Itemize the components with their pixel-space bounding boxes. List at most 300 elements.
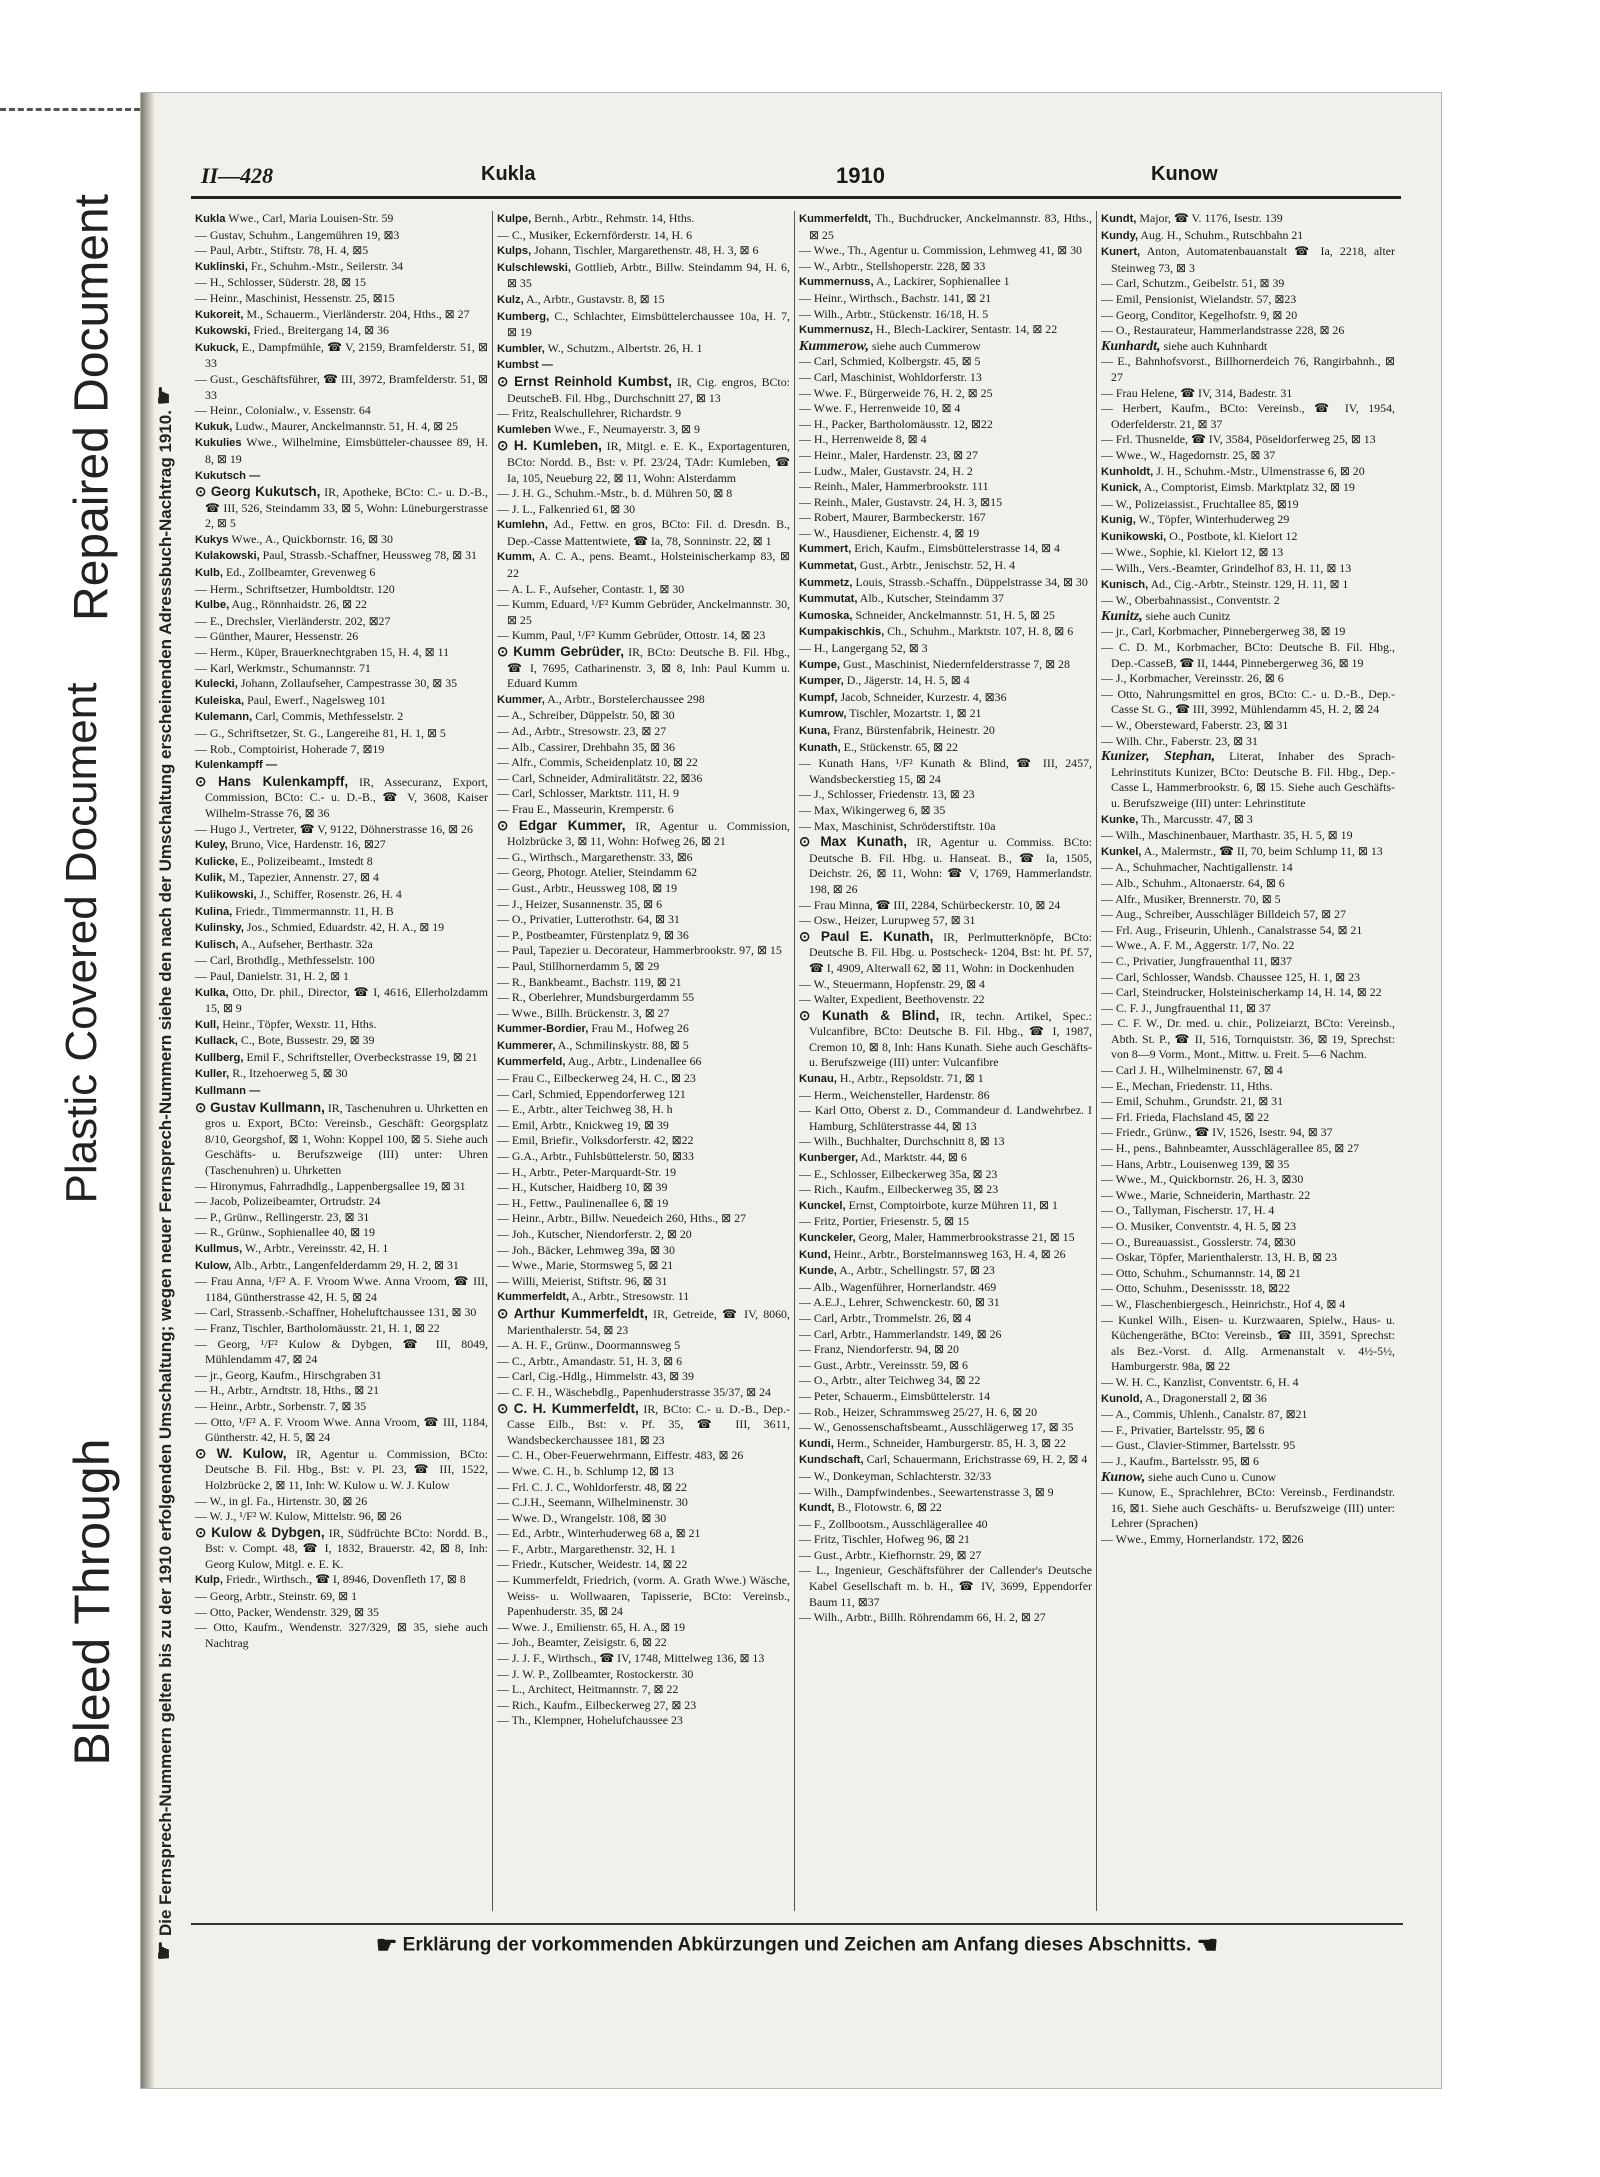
entry-text: — W., Polizeiassist., Fruchtallee 85, ⊠19: [1101, 496, 1299, 511]
directory-entry: [1101, 323, 1395, 339]
entry-text: — C. D. M., Korbmacher, BCto: Deutsche B. Fil. Hbg., Dep.-CasseB, ☎ II, 1444, Pinnebergerweg 36, ⊠ 19: [1101, 640, 1395, 670]
entry-name: Kulecki,: [195, 678, 238, 691]
entry-text: — Kunath Hans, ¹/F² Kunath & Blind, ☎ III, 2457, Wandsbeckerstieg 15, ⊠ 24: [799, 756, 1092, 786]
entry-text: — Franz, Niendorferstr. 94, ⊠ 20: [799, 1342, 959, 1357]
telephone-notice: [151, 313, 175, 2033]
directory-entry: [497, 1338, 790, 1354]
entry-text: — Paul, Arbtr., Stiftstr. 78, H. 4, ⊠5: [195, 243, 369, 258]
entry-text: O., Postbote, kl. Kielort 12: [1169, 528, 1298, 543]
directory-entry: [497, 1354, 790, 1370]
directory-entry: [195, 1368, 488, 1384]
entry-text: W., Töpfer, Winterhuderweg 29: [1138, 512, 1290, 527]
directory-entry: [195, 435, 488, 467]
entry-name: ⊙ Ernst Reinhold Kumbst,: [497, 373, 672, 389]
entry-text: — Frau C., Eilbeckerweg 24, H. C., ⊠ 23: [497, 1071, 696, 1086]
directory-entry: [1101, 624, 1395, 640]
directory-entry: [497, 850, 790, 866]
entry-text: — Gustav, Schuhm., Langemühren 19, ⊠3: [195, 227, 400, 242]
entry-text: — Georg, Photogr. Atelier, Steindamm 62: [497, 865, 698, 880]
entry-text: A., Aufseher, Berthastr. 32a: [240, 936, 373, 951]
entry-name: Kunick,: [1101, 482, 1142, 495]
directory-entry: [497, 943, 790, 959]
entry-text: — R., Bankbeamt., Bachstr. 119, ⊠ 21: [497, 974, 682, 989]
entry-text: — Herm., Küper, Brauerknechtgraben 15, H. 4, ⊠ 11: [195, 645, 450, 660]
entry-name: Kullberg,: [195, 1051, 244, 1064]
entry-text: — Paul, Stillhornerdamm 5, ⊠ 29: [497, 958, 660, 973]
entry-text: — Wilh., Buchhalter, Durchschnitt 8, ⊠ 13: [799, 1134, 1005, 1149]
directory-entry: [497, 243, 790, 260]
directory-entry: [799, 464, 1092, 480]
directory-entry: [1101, 1001, 1395, 1017]
entry-name: Kunikowski,: [1101, 530, 1167, 543]
directory-entry: [195, 1225, 488, 1241]
entry-text: A., Schmilinskystr. 88, ⊠ 5: [557, 1037, 689, 1052]
directory-entry: [799, 1198, 1092, 1215]
directory-entry: [497, 1635, 790, 1651]
entry-text: — Jacob, Polizeibeamter, Ortrudstr. 24: [195, 1194, 381, 1209]
entry-text: — O. Musiker, Conventstr. 4, H. 5, ⊠ 23: [1101, 1219, 1297, 1233]
entry-text: — Alb., Schuhm., Altonaerstr. 64, ⊠ 6: [1101, 875, 1285, 890]
directory-entry: [195, 1258, 488, 1275]
entry-text: M., Tapezier, Annenstr. 27, ⊠ 4: [228, 870, 379, 885]
directory-entry: [195, 565, 488, 582]
directory-entry: [497, 692, 790, 709]
directory-entry: [195, 757, 488, 774]
directory-entry: [799, 417, 1092, 433]
entry-text: — Emil, Schuhm., Grundstr. 21, ⊠ 31: [1101, 1094, 1284, 1109]
entry-text: — jr., Carl, Korbmacher, Pinnebergerweg 38, ⊠ 19: [1101, 624, 1346, 639]
directory-entry: [799, 1485, 1092, 1501]
directory-entry: [799, 723, 1092, 740]
entry-text: — Joh., Kutscher, Niendorferstr. 2, ⊠ 20: [497, 1227, 692, 1241]
entry-text: — Otto, ¹/F² A. F. Vroom Wwe. Anna Vroom, ☎ III, 1184, Güntherstr. 42, H. 5, ⊠ 24: [195, 1414, 488, 1445]
entry-text: — Wwe., Sophie, kl. Kielort 12, ⊠ 13: [1101, 545, 1284, 560]
entry-name: Kulz,: [497, 293, 524, 306]
entry-text: — Otto, Packer, Wendenstr. 329, ⊠ 35: [195, 1604, 380, 1619]
directory-entry: [799, 1167, 1092, 1183]
entry-text: — O., Arbtr., alter Teichweg 34, ⊠ 22: [799, 1373, 981, 1388]
directory-entry: [497, 1102, 790, 1118]
entry-name: Kulps,: [497, 245, 532, 258]
entry-text: — G., Schriftsetzer, St. G., Langereihe 81, H. 1, ⊠ 5: [195, 726, 446, 740]
entry-text: — Joh., Bäcker, Lehmweg 39a, ⊠ 30: [497, 1242, 675, 1257]
directory-entry: [195, 854, 488, 871]
entry-name: Kunow,: [1101, 1469, 1146, 1485]
entry-text: — Carl, Schutzm., Geibelstr. 51, ⊠ 39: [1101, 276, 1285, 291]
entry-text: — W., Donkeyman, Schlachterstr. 32/33: [799, 1468, 992, 1483]
entry-name: Kulpe,: [497, 213, 532, 225]
entry-name: Kundt,: [799, 1502, 835, 1515]
entry-text: Friedr., Timmermannstr. 11, H. B: [235, 903, 394, 918]
entry-text: — Herbert, Kaufm., BCto: Vereinsb., ☎ IV, 1954, Oderfelderstr. 21, ⊠ 37: [1101, 401, 1395, 431]
directory-entry: [1101, 970, 1395, 986]
entry-name: Kulisch,: [195, 938, 239, 951]
entry-text: — A. H. F., Grünw., Doormannsweg 5: [497, 1338, 681, 1353]
entry-text: — H., Herrenweide 8, ⊠ 4: [799, 432, 927, 447]
entry-text: — L., Architect, Heitmannstr. 7, ⊠ 22: [497, 1682, 679, 1697]
directory-entry: [497, 1258, 790, 1274]
entry-text: Louis, Strassb.-Schaffn., Düppelstrasse 34, ⊠ 30: [855, 574, 1088, 589]
entry-text: — Reinh., Maler, Gustavstr. 24, H. 3, ⊠15: [799, 494, 1003, 509]
entry-name: Kunke,: [1101, 813, 1139, 826]
directory-entry: [799, 274, 1092, 291]
directory-entry: [497, 1211, 790, 1227]
entry-text: — Paul, Danielstr. 31, H. 2, ⊠ 1: [195, 968, 349, 983]
directory-entry: [1101, 734, 1395, 750]
directory-entry: [1101, 1391, 1395, 1408]
entry-name: Kulschlewski,: [497, 261, 571, 274]
directory-entry: [195, 372, 488, 403]
directory-entry: [799, 1311, 1092, 1327]
entry-text: — Heinr., Colonialw., v. Essenstr. 64: [195, 403, 371, 418]
directory-entry: [1101, 923, 1395, 939]
directory-entry: [1101, 938, 1395, 954]
directory-entry: [497, 1620, 790, 1636]
footer-note: [191, 1923, 1403, 1965]
directory-entry: [497, 865, 790, 881]
entry-text: A., Arbtr., Gustavstr. 8, ⊠ 15: [526, 291, 665, 306]
entry-name: Kulow,: [195, 1259, 232, 1272]
entry-text: Aug., Rönnhaidstr. 26, ⊠ 22: [231, 597, 367, 612]
entry-text: — Wwe., A. F. M., Aggerstr. 1/7, No. 22: [1101, 938, 1295, 953]
entry-name: ⊙ Hans Kulenkampff,: [195, 773, 349, 789]
directory-entry: [195, 614, 488, 630]
directory-entry: [195, 629, 488, 645]
entry-text: A., Malermstr., ☎ II, 70, beim Schlump 11, ⊠ 13: [1143, 843, 1383, 858]
directory-entry: [195, 985, 488, 1017]
directory-entry: [195, 1605, 488, 1621]
entry-text: — Emil, Arbtr., Knickweg 19, ⊠ 39: [497, 1117, 669, 1132]
page-number: II—428: [201, 163, 274, 188]
entry-text: Bruno, Vice, Hardenstr. 16, ⊠27: [230, 837, 386, 852]
entry-name: Kummernusz,: [799, 324, 873, 337]
entry-name: Kulikowski,: [195, 888, 257, 901]
entry-name: Kumlehn,: [497, 519, 548, 532]
entry-text: — Kumm, Paul, ¹/F² Kumm Gebrüder, Ottostr. 14, ⊠ 23: [497, 628, 766, 643]
directory-entry: [195, 904, 488, 921]
directory-entry: [497, 1071, 790, 1087]
entry-name: ⊙ Georg Kukutsch,: [195, 484, 321, 500]
directory-entry: [497, 771, 790, 787]
entry-text: — H., pens., Bahnbeamter, Ausschlägerallee 85, ⊠ 27: [1101, 1141, 1360, 1156]
directory-column-3: [795, 211, 1097, 1911]
directory-columns: [191, 211, 1403, 1911]
directory-entry: [1101, 1063, 1395, 1079]
entry-text: A., Arbtr., Schellingstr. 57, ⊠ 23: [839, 1263, 995, 1278]
entry-text: — Rob., Heizer, Schrammsweg 25/27, H. 6, ⊠ 20: [799, 1404, 1038, 1419]
entry-text: — W. J., ¹/F² W. Kulow, Mittelstr. 96, ⊠ 26: [195, 1509, 402, 1524]
entry-text: — J. W. P., Zollbeamter, Rostockerstr. 30: [497, 1666, 694, 1681]
directory-entry: [1101, 985, 1395, 1001]
entry-text: A., Arbtr., Stresowstr. 11: [571, 1289, 690, 1304]
directory-entry: [497, 975, 790, 991]
directory-entry: [195, 645, 488, 661]
directory-entry: [799, 243, 1092, 259]
entry-name: Kulka,: [195, 986, 229, 999]
entry-text: — C., Privatier, Jungfrauenthal 11, ⊠37: [1101, 953, 1293, 968]
entry-text: IR, Südfrüchte BCto: Nordd. B., Bst: v. Compt. 48, ☎ I, 1832, Brauerstr. 42, ⊠ 8, Inh: Georg Kulow, Mitgl. e. E. K.: [205, 1525, 488, 1571]
entry-text: — Carl, Schlosser, Wandsb. Chaussee 125, H. 1, ⊠ 23: [1101, 969, 1360, 984]
entry-text: — C. F. J., Jungfrauenthal 11, ⊠ 37: [1101, 1000, 1271, 1015]
directory-entry: [497, 959, 790, 975]
directory-entry: [195, 1446, 488, 1494]
entry-text: siehe auch Cuno u. Cunow: [1148, 1469, 1277, 1484]
entry-text: — Carl, Schneider, Admiralitätstr. 22, ⊠36: [497, 770, 703, 785]
entry-text: siehe auch Kuhnhardt: [1163, 338, 1268, 353]
directory-entry: [799, 479, 1092, 495]
entry-text: — Karl, Werkmstr., Schumannstr. 71: [195, 660, 371, 675]
entry-text: Ad., Fettw. en gros, BCto: Fil. d. Dresdn. B., Dep.-Casse Mattentwiete, ☎ Ia, 78, Sonninstr. 22, ⊠ 1: [507, 517, 790, 548]
entry-text: — Alb., Wagenführer, Hornerlandstr. 469: [799, 1279, 997, 1294]
entry-text: — Wilh., Arbtr., Stückenstr. 16/18, H. 5: [799, 306, 989, 321]
entry-text: — Joh., Beamter, Zeisigstr. 6, ⊠ 22: [497, 1635, 667, 1650]
entry-text: Tischler, Mozartstr. 1, ⊠ 21: [849, 706, 982, 721]
entry-text: — J. L., Falkenried 61, ⊠ 30: [497, 501, 636, 516]
directory-entry: [195, 211, 488, 228]
directory-entry: [497, 1021, 790, 1038]
entry-text: C., Schlachter, Eimsbüttelerchaussee 10a, H. 7, ⊠ 19: [507, 308, 790, 340]
directory-entry: [799, 1373, 1092, 1389]
entry-text: — Ludw., Maler, Gustavstr. 24, H. 2: [799, 463, 973, 478]
directory-entry: [799, 432, 1092, 448]
directory-entry: [1101, 244, 1395, 276]
entry-text: E., Polizeibeamt., Imstedt 8: [240, 853, 373, 868]
directory-entry: [195, 1589, 488, 1605]
entry-text: — G., Wirthsch., Margarethenstr. 33, ⊠6: [497, 849, 693, 864]
directory-entry: [195, 822, 488, 838]
entry-text: — Carl, Schmied, Eppendorferweg 121: [497, 1086, 686, 1101]
entry-text: — O., Restaurateur, Hammerlandstrasse 228, ⊠ 26: [1101, 323, 1345, 338]
entry-text: — C. F. H., Wäschebdlg., Papenhuderstrasse 35/37, ⊠ 24: [497, 1384, 771, 1399]
entry-text: — Wwe. D., Wrangelstr. 108, ⊠ 30: [497, 1510, 667, 1525]
directory-entry: [195, 484, 488, 532]
directory-entry: [1101, 1157, 1395, 1173]
directory-entry: [799, 690, 1092, 707]
entry-name: Kundschaft,: [799, 1454, 864, 1467]
entry-text: — C., Arbtr., Amandastr. 51, H. 3, ⊠ 6: [497, 1353, 683, 1368]
entry-text: — W., Arbtr., Stellshoperstr. 228, ⊠ 33: [799, 258, 986, 273]
directory-entry: [195, 228, 488, 244]
directory-entry: [1101, 1423, 1395, 1439]
directory-entry: [799, 1436, 1092, 1453]
directory-entry: [1101, 1094, 1395, 1110]
entry-name: Kumpf,: [799, 691, 838, 704]
entry-text: Ad., Cig.-Arbtr., Steinstr. 129, H. 11, ⊠ 1: [1150, 576, 1349, 591]
directory-entry: [799, 929, 1092, 977]
entry-text: — W., Obersteward, Faberstr. 23, ⊠ 31: [1101, 718, 1289, 732]
entry-text: — R., Grünw., Sophienallee 40, ⊠ 19: [195, 1225, 375, 1240]
entry-text: Erich, Kaufm., Eimsbüttelerstrasse 14, ⊠ 4: [854, 541, 1060, 556]
directory-entry: [799, 1327, 1092, 1343]
entry-text: — F., Privatier, Bartelsstr. 95, ⊠ 6: [1101, 1422, 1265, 1437]
entry-text: — jr., Georg, Kaufm., Hirschgraben 31: [195, 1367, 382, 1382]
directory-entry: [497, 1511, 790, 1527]
entry-text: — H., Arbtr., Arndtstr. 18, Hths., ⊠ 21: [195, 1383, 380, 1398]
entry-text: — H., Arbtr., Peter-Marquardt-Str. 19: [497, 1164, 677, 1179]
entry-text: Friedr., Wirthsch., ☎ I, 8946, Dovenfleth 17, ⊠ 8: [225, 1572, 466, 1587]
entry-text: Frau M., Hofweg 26: [591, 1021, 689, 1036]
entry-text: — Alfr., Musiker, Brennerstr. 70, ⊠ 5: [1101, 891, 1281, 906]
directory-entry: [1101, 211, 1395, 228]
entry-text: — Georg, Arbtr., Steinstr. 69, ⊠ 1: [195, 1589, 358, 1604]
entry-name: Kummerfeldt,: [497, 1291, 570, 1304]
directory-entry: [497, 1227, 790, 1243]
entry-text: A., Lackirer, Sophienallee 1: [875, 274, 1010, 289]
entry-text: — Heinr., Arbtr., Billw. Neuedeich 260, Hths., ⊠ 27: [497, 1211, 746, 1226]
directory-entry: [497, 1573, 790, 1620]
entry-text: — Frau Anna, ¹/F² A. F. Vroom Wwe. Anna Vroom, ☎ III, 1184, Güntherstrasse 42, H. 5, ⊠ 24: [195, 1274, 488, 1304]
directory-entry: [1101, 593, 1395, 609]
entry-text: — Wwe. F., Herrenweide 10, ⊠ 4: [799, 401, 961, 416]
directory-entry: [497, 1542, 790, 1558]
directory-entry: [799, 1295, 1092, 1311]
entry-name: Kummutat,: [799, 593, 858, 606]
directory-entry: [1101, 386, 1395, 402]
entry-name: ⊙ Max Kunath,: [799, 834, 907, 850]
entry-text: Fried., Breitergang 14, ⊠ 36: [253, 323, 389, 338]
directory-entry: [497, 292, 790, 309]
entry-name: Kumper,: [799, 675, 844, 688]
directory-entry: [497, 628, 790, 644]
entry-text: — Otto, Kaufm., Wendenstr. 327/329, ⊠ 35, siehe auch Nachtrag: [195, 1620, 488, 1650]
directory-entry: [195, 1620, 488, 1651]
directory-entry: [1101, 1250, 1395, 1266]
entry-text: — Paul, Tapezier u. Decorateur, Hammerbrookstr. 97, ⊠ 15: [497, 943, 782, 958]
entry-text: Carl, Schauermann, Erichstrasse 69, H. 2, ⊠ 4: [866, 1452, 1088, 1467]
entry-text: IR, techn. Artikel, Spec.: Vulcanfibre, BCto: Deutsche B. Fil. Hbg., ☎ I, 1987, Cremon 10, ⊠ 8, Inh: Hans Kunath. Siehe auch Geschäfts- u. Berufszweige (III) unter: Vulcanfibre: [809, 1008, 1092, 1070]
directory-entry: [497, 1118, 790, 1134]
entry-text: — Otto, Nahrungsmittel en gros, BCto: C.- u. D.-B., Dep.-Casse St. G., ☎ III, 3992, Mühlendamm 45, H. 2, ⊠ 24: [1101, 686, 1395, 717]
entry-text: — Heinr., Maler, Hardenstr. 23, ⊠ 27: [799, 447, 978, 462]
entry-name: Kunckel,: [799, 1199, 846, 1212]
entry-text: — A., Commis, Uhlenh., Canalstr. 87, ⊠21: [1101, 1407, 1308, 1422]
entry-text: — Wwe., Emmy, Hornerlandstr. 172, ⊠26: [1101, 1531, 1304, 1546]
entry-text: — Emil, Briefir., Volksdorferstr. 42, ⊠22: [497, 1133, 694, 1148]
entry-text: — Osw., Heizer, Lurupweg 57, ⊠ 31: [799, 913, 976, 928]
entry-text: Wwe., A., Quickbornstr. 16, ⊠ 30: [231, 531, 393, 546]
directory-entry: [799, 1469, 1092, 1485]
directory-entry: [497, 1448, 790, 1464]
entry-text: — Gust., Arbtr., Heussweg 108, ⊠ 19: [497, 880, 678, 895]
entry-name: Kummerfeldt,: [799, 213, 872, 225]
entry-text: — F., Arbtr., Margarethenstr. 32, H. 1: [497, 1541, 676, 1556]
entry-text: — Hugo J., Vertreter, ☎ V, 9122, Döhnerstrasse 16, ⊠ 26: [195, 821, 473, 836]
directory-entry: [1101, 954, 1395, 970]
entry-text: — Wwe. F., Bürgerweide 76, H. 2, ⊠ 25: [799, 385, 993, 400]
entry-name: Kuley,: [195, 839, 228, 852]
entry-text: — O., Tallyman, Fischerstr. 17, H. 4: [1101, 1203, 1275, 1218]
entry-text: — Friedr., Grünw., ☎ IV, 1526, Isestr. 94, ⊠ 37: [1101, 1125, 1333, 1140]
entry-text: — J. H. G., Schuhm.-Mstr., b. d. Mühren 50, ⊠ 8: [497, 486, 733, 501]
entry-text: — Frau Helene, ☎ IV, 314, Badestr. 31: [1101, 385, 1293, 400]
directory-entry: [799, 495, 1092, 511]
entry-text: IR, Agentur u. Commission, Holzbrücke 3, ⊠ 11, Wohn: Hofweg 26, ⊠ 21: [507, 818, 790, 849]
directory-entry: [799, 1452, 1092, 1469]
directory-entry: [497, 1054, 790, 1071]
entry-text: Paul, Ewerf., Nagelsweg 101: [247, 692, 386, 707]
entry-text: Georg, Maler, Hammerbrookstrasse 21, ⊠ 15: [858, 1230, 1075, 1244]
entry-text: Heinr., Arbtr., Borstelmannsweg 163, H. 4, ⊠ 26: [833, 1246, 1066, 1261]
entry-text: siehe auch Cunitz: [1145, 608, 1231, 623]
directory-entry: [1101, 718, 1395, 734]
directory-entry: [799, 977, 1092, 993]
directory-entry: [497, 755, 790, 771]
entry-name: Kunckeler,: [799, 1232, 856, 1244]
directory-entry: [195, 1383, 488, 1399]
directory-entry: [799, 641, 1092, 657]
directory-entry: [1101, 276, 1395, 292]
directory-entry: [799, 386, 1092, 402]
bleed-through-label: Bleed Through: [64, 1438, 120, 1766]
entry-text: — Wilh., Arbtr., Billh. Röhrendamm 66, H. 2, ⊠ 27: [799, 1610, 1046, 1625]
directory-entry: [195, 937, 488, 954]
directory-entry: [1101, 1485, 1395, 1532]
entry-text: J., Schiffer, Rosenstr. 26, H. 4: [259, 886, 402, 901]
directory-entry: [799, 448, 1092, 464]
directory-entry: [1101, 1438, 1395, 1454]
entry-text: — Alfr., Commis, Scheidenplatz 10, ⊠ 22: [497, 755, 698, 770]
entry-text: — Carl, Maschinist, Wohldorferstr. 13: [799, 369, 982, 384]
directory-entry: [195, 1509, 488, 1525]
entry-name: Kumleben: [497, 423, 552, 436]
directory-entry: [1101, 907, 1395, 923]
entry-text: — Wilh., Vers.-Beamter, Grindelhof 83, H. 11, ⊠ 13: [1101, 561, 1352, 576]
directory-entry: [1101, 545, 1395, 561]
entry-text: — Kumm, Eduard, ¹/F² Kumm Gebrüder, Anckelmannstr. 30, ⊠ 25: [497, 597, 790, 627]
entry-name: Kunig,: [1101, 514, 1136, 527]
entry-name: Kuklinski,: [195, 260, 248, 273]
entry-text: — W., Flaschenbiergesch., Heinrichstr., Hof 4, ⊠ 4: [1101, 1296, 1346, 1311]
entry-text: — W., Oberbahnassist., Conventstr. 2: [1101, 593, 1280, 608]
directory-entry: [195, 468, 488, 485]
directory-entry: [799, 354, 1092, 370]
directory-entry: [195, 1274, 488, 1305]
entry-name: Kuleiska,: [195, 694, 245, 707]
entry-name: Kundy,: [1101, 229, 1139, 242]
directory-entry: [1101, 640, 1395, 671]
entry-text: — C. H., Ober-Feuerwehrmann, Eiffestr. 483, ⊠ 26: [497, 1448, 744, 1463]
directory-entry: [799, 1214, 1092, 1230]
directory-entry: [799, 1500, 1092, 1517]
directory-entry: [497, 818, 790, 850]
entry-name: Kumoska,: [799, 609, 853, 622]
directory-entry: [497, 1651, 790, 1667]
entry-text: — E., Drechsler, Vierländerstr. 202, ⊠27: [195, 613, 391, 628]
directory-entry: [195, 291, 488, 307]
entry-text: D., Jägerstr. 14, H. 5, ⊠ 4: [846, 673, 970, 688]
entry-text: — J., Heizer, Susannenstr. 35, ⊠ 6: [497, 896, 663, 911]
entry-text: — Wilh. Chr., Faberstr. 23, ⊠ 31: [1101, 733, 1258, 748]
entry-text: Schneider, Anckelmannstr. 51, H. 5, ⊠ 25: [855, 607, 1055, 622]
directory-entry: [497, 1196, 790, 1212]
entry-text: Johann, Tischler, Margarethenstr. 48, H. 3, ⊠ 6: [534, 243, 759, 258]
entry-text: — Alb., Cassirer, Drehbahn 35, ⊠ 36: [497, 739, 675, 754]
directory-entry: [1101, 828, 1395, 844]
directory-entry: [1101, 812, 1395, 829]
entry-text: — E., Mechan, Friedenstr. 11, Hths.: [1101, 1078, 1273, 1093]
directory-entry: [195, 532, 488, 549]
entry-text: Aug. H., Schuhm., Rutschbahn 21: [1140, 227, 1304, 242]
directory-entry: [497, 644, 790, 692]
directory-entry: [497, 374, 790, 406]
entry-name: ⊙ H. Kumleben,: [497, 438, 602, 454]
plastic-covered-label: Plastic Covered Document: [57, 682, 106, 1204]
entry-text: Emil F., Schriftsteller, Overbeckstrasse 19, ⊠ 21: [246, 1049, 478, 1064]
directory-entry: [195, 548, 488, 565]
entry-text: Wwe., F., Neumayerstr. 3, ⊠ 9: [553, 421, 700, 436]
entry-name: Kulina,: [195, 905, 233, 918]
directory-entry: [1101, 1172, 1395, 1188]
